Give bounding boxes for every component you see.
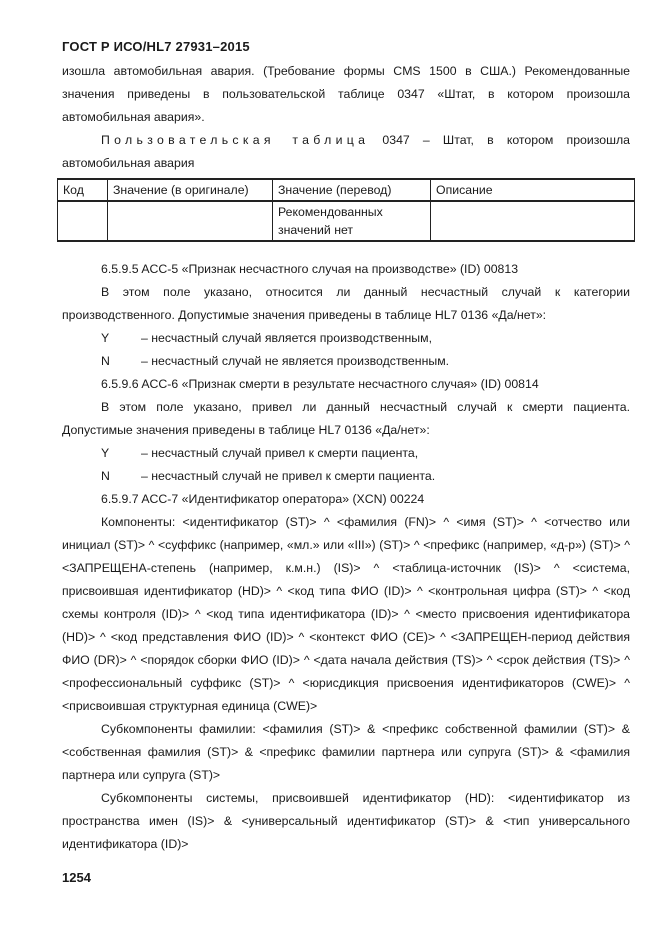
definition-code: Y	[101, 331, 110, 345]
definition-item	[62, 327, 630, 350]
definition-description: – несчастный случай не привел к смерти пациента.	[141, 469, 436, 483]
main-content	[62, 258, 630, 856]
definition-description: – несчастный случай не является производственным.	[141, 354, 450, 368]
surname-subcomponents: Субкомпоненты фамилии: <фамилия (ST)> & <префикс собственной фамилии (ST)> & <собственная фамилия (ST)> & <префикс фамилии партнера или супруга (ST)> & <фамилия партнера или супруга (ST)>	[62, 722, 630, 782]
table-caption-title: 0347 – Штат, в котором произошла автомобильная авария	[62, 133, 630, 170]
table-header-translated-value: Значение (перевод)	[273, 179, 431, 201]
section-title-acc5: 6.5.9.5 ACC-5 «Признак несчастного случая на производстве» (ID) 00813	[101, 262, 519, 276]
definition-description: – несчастный случай привел к смерти пациента,	[141, 446, 419, 460]
definition-item	[62, 350, 630, 373]
table-caption-label: Пользовательская таблица	[101, 133, 370, 147]
table-row	[58, 201, 635, 241]
section-text-acc6: В этом поле указано, привел ли данный несчастный случай к смерти пациента. Допустимые значения приведены в таблице HL7 0136 «Да/нет»:	[62, 400, 630, 437]
section-title-acc6: 6.5.9.6 ACC-6 «Признак смерти в результате несчастного случая» (ID) 00814	[101, 377, 539, 391]
table-header-description: Описание	[431, 179, 635, 201]
table-cell-code	[58, 201, 108, 241]
intro-paragraph: изошла автомобильная авария. (Требование формы CMS 1500 в США.) Рекомендованные значения приведены в пользовательской таблице 0347 «Штат, в котором произошла автомобильная авария».	[62, 64, 630, 124]
definition-item	[62, 442, 630, 465]
table-caption	[62, 129, 630, 175]
table-header-code: Код	[58, 179, 108, 201]
section-title-acc7: 6.5.9.7 ACC-7 «Идентификатор оператора» (XCN) 00224	[101, 492, 425, 506]
document-header: ГОСТ Р ИСО/HL7 27931–2015	[62, 39, 250, 54]
definition-code: N	[101, 469, 110, 483]
table-cell-original-value	[108, 201, 273, 241]
table-header-original-value: Значение (в оригинале)	[108, 179, 273, 201]
definition-description: – несчастный случай является производственным,	[141, 331, 433, 345]
page-number: 1254	[62, 870, 91, 885]
definition-item	[62, 465, 630, 488]
table-cell-description	[431, 201, 635, 241]
user-table-0347	[57, 178, 635, 242]
definition-code: N	[101, 354, 110, 368]
section-text-acc5: В этом поле указано, относится ли данный несчастный случай к категории производственного. Допустимые значения приведены в таблице HL7 0136 «Да/нет»:	[62, 285, 630, 322]
intro-block	[62, 60, 630, 175]
definition-code: Y	[101, 446, 110, 460]
table-header-row	[58, 179, 635, 201]
system-subcomponents: Субкомпоненты системы, присвоившей идентификатор (HD): <идентификатор из пространства имен (IS)> & <универсальный идентификатор (ST)> & <тип универсального идентификатора (ID)>	[62, 791, 630, 851]
table-cell-translated-value: Рекомендованных значений нет	[273, 201, 431, 241]
section-components-acc7: Компоненты: <идентификатор (ST)> ^ <фамилия (FN)> ^ <имя (ST)> ^ <отчество или инициал (ST)> ^ <суффикс (например, «мл.» или «III») (ST)> ^ <префикс (например, «д-р») (ST)> ^ <ЗАПРЕЩЕНА-степень (например, к.м.н.) (IS)> ^ <таблица-источник (IS)> ^ <система, присвоившая идентификатор (HD)> ^ <код типа ФИО (ID)> ^ <контрольная цифра (ST)> ^ <код схемы контроля (ID)> ^ <код типа идентификатора (ID)> ^ <место присвоения идентификатора (HD)> ^ <код представления ФИО (ID)> ^ <контекст ФИО (CE)> ^ <ЗАПРЕЩЕН-период действия ФИО (DR)> ^ <порядок сборки ФИО (ID)> ^ <дата начала действия (TS)> ^ <срок действия (TS)> ^ <профессиональный суффикс (ST)> ^ <юрисдикция присвоения идентификаторов (CWE)> ^ <присвоившая структурная единица (CWE)>	[62, 515, 630, 713]
